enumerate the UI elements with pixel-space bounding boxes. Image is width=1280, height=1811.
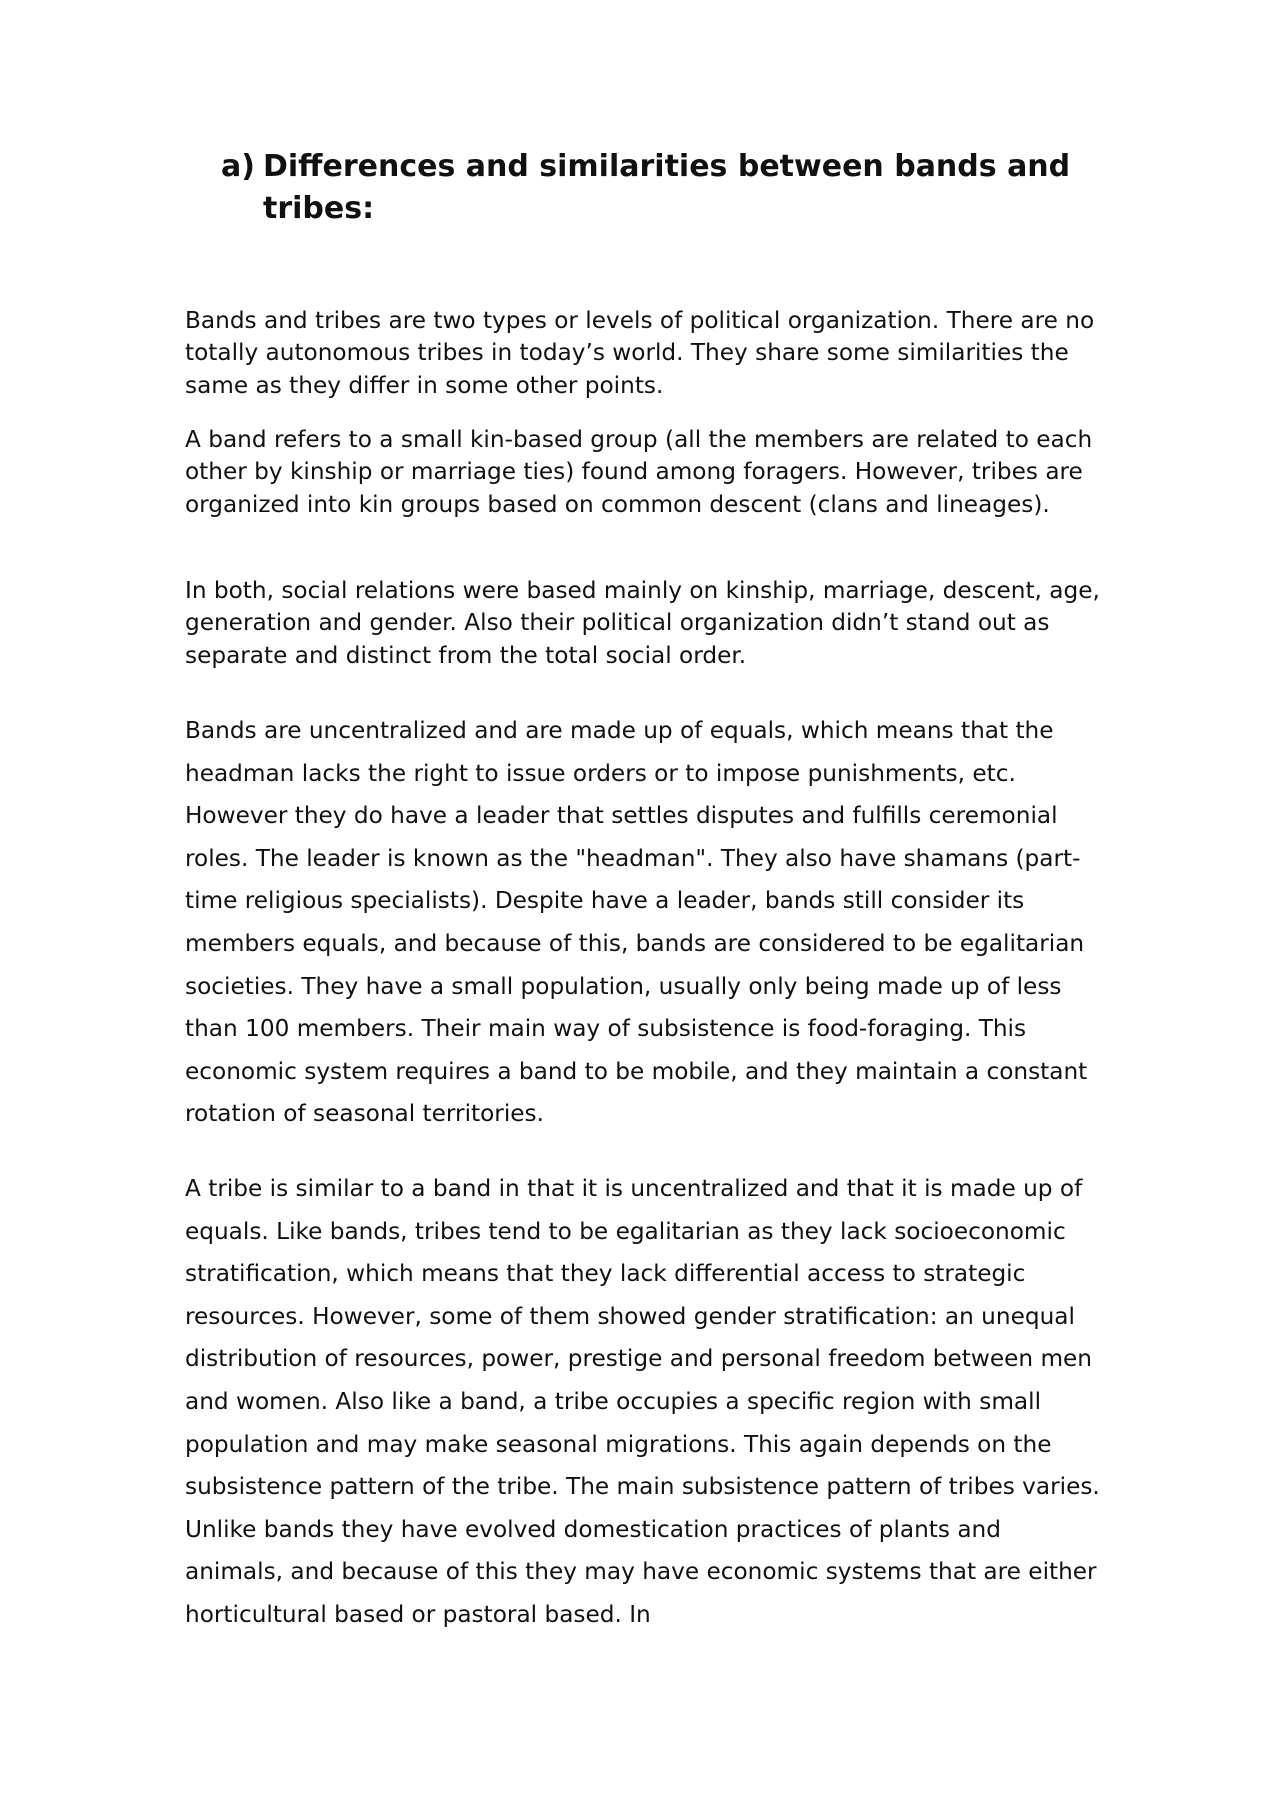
paragraph-band-definition: A band refers to a small kin-based group (all the members are related to each other by kinship or marriage ties) found among foragers. However, tribes are organized into kin groups based on common descent (clans and lineages). [185,426,1093,518]
paragraph-shared-traits: In both, social relations were based mainly on kinship, marriage, descent, age, generation and gender. Also their political organization didn’t stand out as separate and distinct from the total social order. [185,577,1100,669]
paragraph-intro: Bands and tribes are two types or levels of political organization. There are no totally autonomous tribes in today’s world. They share some similarities the same as they differ in some other points. [185,307,1095,399]
heading-text: Differences and similarities between bands and tribes: [263,149,1071,226]
paragraph-tribes: A tribe is similar to a band in that it is uncentralized and that it is made up of equals. Like bands, tribes tend to be egalitarian as they lack socioeconomic stratification, which means that they lack differential access to strategic resources. However, some of them showed gender stratification: an unequal distribution of resources, power, prestige and personal freedom between men and women. Also like a band, a tribe occupies a specific region with small population and may make seasonal migrations. This again depends on the subsistence pattern of the tribe. The main subsistence pattern of tribes varies. Unlike bands they have evolved domestication practices of plants and animals, and because of this they may have economic systems that are either horticultural based or pastoral based. In [185,1175,1100,1628]
heading-list-marker: a) [221,149,255,184]
paragraph-bands: Bands are uncentralized and are made up of equals, which means that the headman lacks the right to issue orders or to impose punishments, etc. However they do have a leader that settles disputes and fulfills ceremonial roles. The leader is known as the "headman". They also have shamans (part-time religious specialists). Despite have a leader, bands still consider its members equals, and because of this, bands are considered to be egalitarian societies. They have a small population, usually only being made up of less than 100 members. Their main way of subsistence is food-foraging. This economic system requires a band to be mobile, and they maintain a constant rotation of seasonal territories. [185,717,1088,1128]
section-heading [221,146,1101,230]
